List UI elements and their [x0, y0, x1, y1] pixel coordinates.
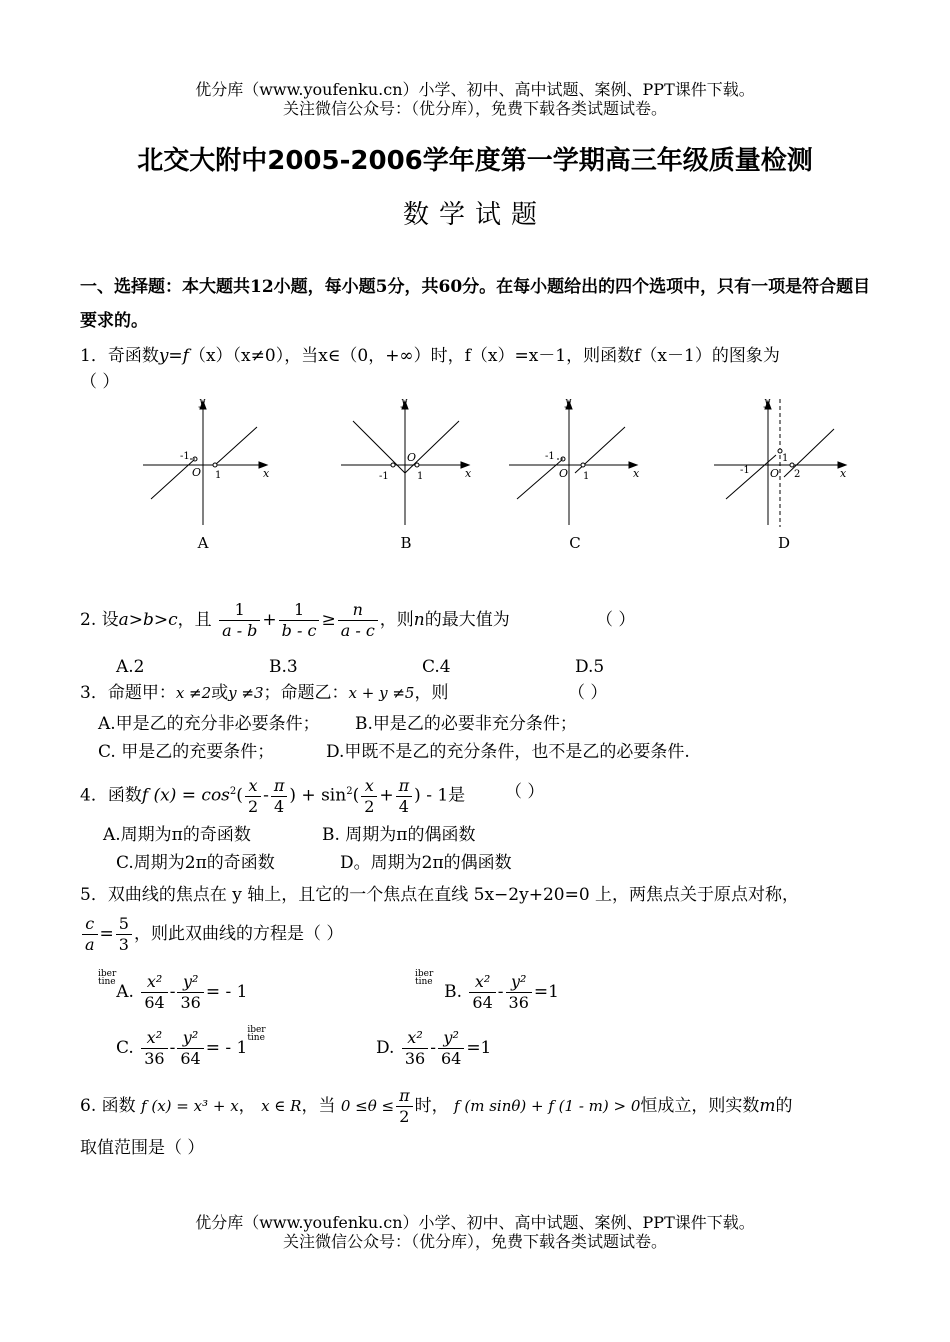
graph-b-x-label: x [465, 467, 472, 480]
q4-option-c: C.周期为2π的奇函数 [116, 853, 275, 873]
graph-c-label: C [569, 534, 581, 552]
exam-subtitle: 数学试题 [402, 200, 547, 230]
graph-c-tick-neg1: -1 [545, 451, 555, 462]
q3-option-c: C. 甲是乙的充要条件； [98, 742, 275, 762]
question-3: 3．命题甲：x ≠2或y ≠3；命题乙：x + y ≠5，则 [80, 683, 449, 703]
q3-option-d: D.甲既不是乙的充分条件，也不是乙的必要条件. [326, 742, 690, 762]
question-2: 2. 设a>b>c，且 $\frac{1}{a - b}$ + $\frac{1}{b - c}$ ≥ $\frac{n}{a - c}$ ，则n的最大值为 [80, 600, 510, 640]
graph-a-label: A [197, 534, 209, 552]
graph-c-tick-1: 1 [583, 471, 590, 482]
q5-option-d: D. $\frac{\text{x²}}{36}$ - $\frac{\text{y²}}{64}$ =1 [376, 1028, 492, 1068]
graph-d-origin: O [770, 467, 780, 480]
graph-d-label: D [777, 534, 791, 552]
header-line-2: 关注微信公众号：（优分库），免费下载各类试题试卷。 [282, 99, 667, 118]
q3-option-a: A.甲是乙的充分非必要条件； [98, 714, 320, 734]
q1-answer-paren: （ ） [80, 372, 120, 392]
graph-a-tick-neg1: -1 [180, 451, 190, 462]
footer-line-1: 优分库（www.youfenku.cn）小学、初中、高中试题、案例、PPT课件下载。 [195, 1213, 755, 1232]
graph-b-origin: O [407, 451, 417, 464]
q1-func: y=f [158, 346, 189, 366]
q4-option-b: B. 周期为π的偶函数 [322, 825, 476, 845]
graph-a-right-branch [215, 427, 257, 465]
footer-line-2: 关注微信公众号：（优分库），免费下载各类试题试卷。 [282, 1232, 667, 1251]
q2-mid: ，且 [177, 610, 212, 630]
q2-lead: 2. 设 [80, 610, 119, 630]
graph-d-x-label: x [840, 467, 847, 480]
question-1 [80, 344, 780, 368]
q2-option-a: A.2 [116, 657, 145, 677]
q2-frac-1: $\frac{1}{a - b}$ [219, 600, 260, 641]
q4-option-d: D。周期为2π的偶函数 [340, 853, 512, 873]
graph-b-y-label: y [401, 395, 408, 408]
q2-frac-3: $\frac{n}{a - c}$ [338, 600, 378, 641]
q5-option-b: iber tine B. $\frac{\text{x²}}{64}$ - $\frac{\text{y²}}{36}$ =1 [415, 969, 559, 1012]
q1-text-c: （x）（x≠0），当x∈（0，+∞）时，f（x）=x－1，则函数f（x－1）的图象为 [188, 346, 780, 366]
section-heading: 一、选择题：本大题共12小题，每小题5分，共60分。在每小题给出的四个选项中，只有一项是符合题目要求的。 [80, 277, 871, 331]
question-4: 4．函数f $(x) = \cos^2$( $\frac{x}{2}$ - $\frac{\pi}{4}$ ) + $\sin^2$( $\frac{x}{2}$ + $\frac{\pi}{4}$ ) - 1是 [80, 775, 466, 816]
q6-line-2: 取值范围是（ ） [80, 1138, 205, 1158]
graph-a-x-label: x [263, 467, 270, 480]
graph-d-tick-neg1: -1 [740, 465, 750, 476]
graph-a-open-point-2 [213, 463, 217, 467]
q3-option-b: B.甲是乙的必要非充分条件； [355, 714, 577, 734]
graph-d-tick-2: 2 [794, 469, 801, 480]
graph-c-y-label: y [565, 395, 572, 408]
q3-answer-paren: （ ） [568, 683, 608, 703]
graph-a-tick-1: 1 [215, 470, 222, 481]
exam-title: 北交大附中2005-2006学年度第一学期高三年级质量检测 [137, 146, 813, 176]
q5-line-2: $\frac{c}{a}$ = $\frac{5}{3}$ ，则此双曲线的方程是（ ） [80, 912, 343, 956]
q2-option-c: C.4 [422, 657, 451, 677]
graph-b-tick-1: 1 [417, 471, 424, 482]
graph-c-x-label: x [633, 467, 640, 480]
q2-condition: a>b>c [118, 610, 178, 630]
graph-c-origin: O [559, 467, 569, 480]
q2-frac-2: $\frac{1}{b - c}$ [279, 600, 320, 641]
graph-b-tick-neg1: -1 [379, 471, 389, 482]
graph-d-y-label: y [764, 395, 771, 408]
graph-b-label: B [400, 534, 412, 552]
header-line-1: 优分库（www.youfenku.cn）小学、初中、高中试题、案例、PPT课件下载。 [195, 80, 755, 99]
graph-a-y-label: y [199, 395, 206, 408]
q2-option-b: B.3 [269, 657, 298, 677]
graph-d-right-branch [784, 429, 834, 477]
q5-option-c: C. $\frac{\text{x²}}{36}$ - $\frac{\text{y²}}{64}$ = - 1iber tine [116, 1025, 266, 1068]
q5-option-a: iber tineA. $\frac{\text{x²}}{64}$ - $\frac{\text{y²}}{36}$ = - 1 [98, 969, 248, 1012]
q4-answer-paren: （ ） [505, 782, 545, 802]
q2-answer-paren: （ ） [596, 610, 636, 630]
q2-option-d: D.5 [575, 657, 605, 677]
q1-text-a: 1．奇函数 [80, 346, 159, 366]
graph-d-tick-1: 1 [782, 453, 789, 464]
q4-option-a: A.周期为π的奇函数 [103, 825, 251, 845]
question-6: 6. 函数 f (x) = x³ + x， x ∈ R，当 0 ≤θ ≤ $\frac{\pi}{2}$ 时， f (m sinθ) + f (1 - m) > 0恒成立，则实数m的 [80, 1086, 793, 1126]
question-5: 5．双曲线的焦点在 y 轴上，且它的一个焦点在直线 5x−2y+20=0 上，两焦点关于原点对称， [80, 885, 800, 905]
graph-a-origin: O [192, 466, 202, 479]
